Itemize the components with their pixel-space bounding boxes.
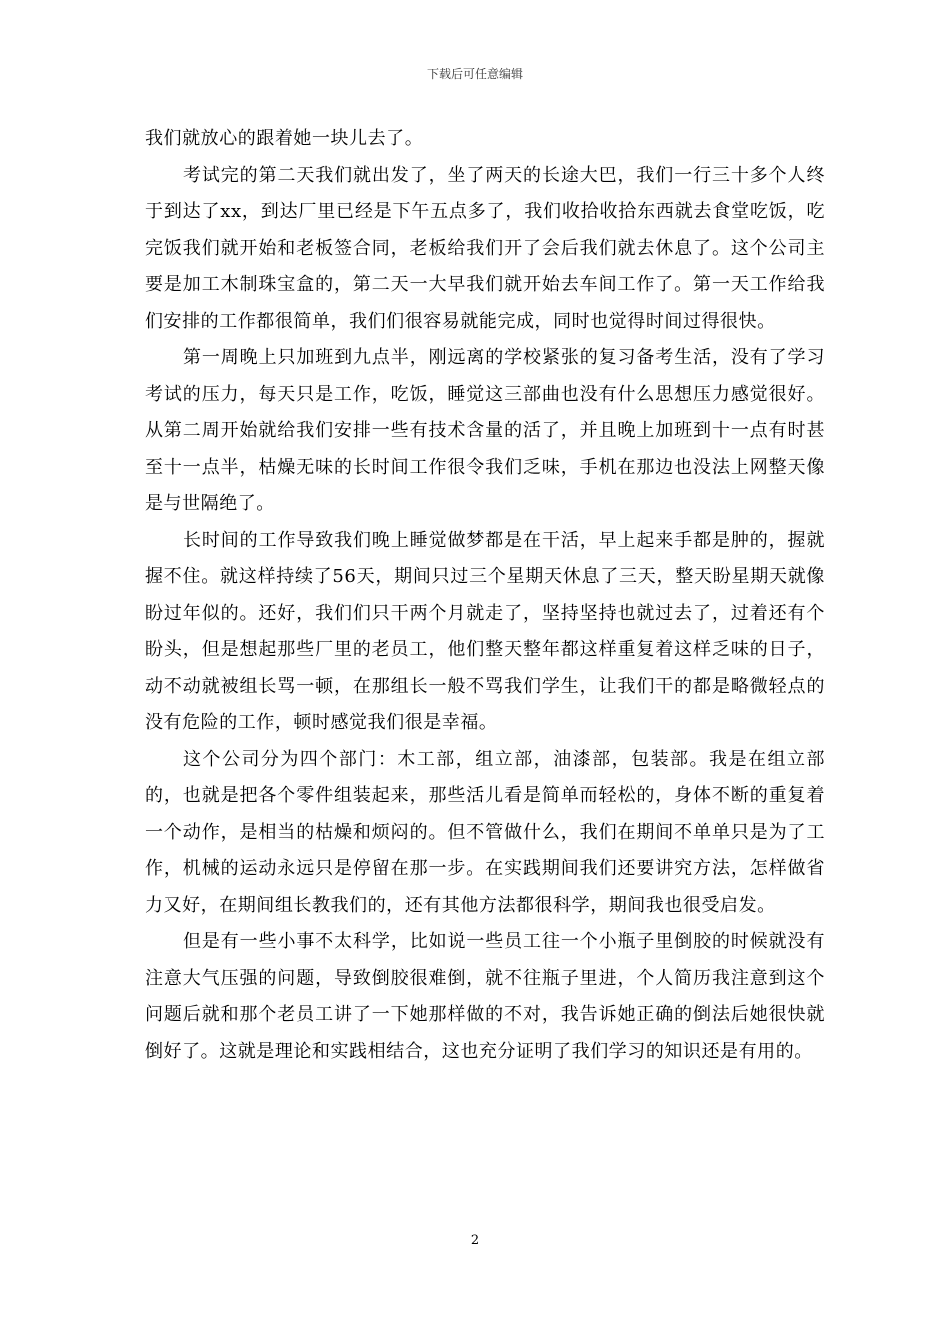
page-number: 2 [470,1233,480,1248]
paragraph-6: 但是有一些小事不太科学，比如说一些员工往一个小瓶子里倒胶的时候就没有注意大气压强的问题，导致倒胶很难倒，就不往瓶子里进，个人简历我注意到这个问题后就和那个老员工讲了一下她那样做的不对，我告诉她正确的倒法后她很快就倒好了。这就是理论和实践相结合，这也充分证明了我们学习的知识还是有用的。 [145,931,825,1062]
page-header: 下载后可任意编辑 [426,67,523,81]
paragraph-4: 长时间的工作导致我们晚上睡觉做梦都是在干活，早上起来手都是肿的，握就握不住。就这样持续了56天，期间只过三个星期天休息了三天，整天盼星期天就像盼过年似的。还好，我们们只干两个月就走了，坚持坚持也就过去了，过着还有个盼头，但是想起那些厂里的老员工，他们整天整年都这样重复着这样乏味的日子，动不动就被组长骂一顿，在那组长一般不骂我们学生，让我们干的都是略微轻点的没有危险的工作，顿时感觉我们很是幸福。 [145,529,825,733]
paragraph-5: 这个公司分为四个部门：木工部，组立部，油漆部，包装部。我是在组立部的，也就是把各个零件组装起来，那些活儿看是简单而轻松的，身体不断的重复着一个动作，是相当的枯燥和烦闷的。但不管做什么，我们在期间不单单只是为了工作，机械的运动永远只是停留在那一步。在实践期间我们还要讲究方法，怎样做省力又好，在期间组长教我们的，还有其他方法都很科学，期间我也很受启发。 [145,748,825,916]
paragraph-1: 我们就放心的跟着她一块儿去了。 [145,128,424,149]
paragraph-3: 第一周晚上只加班到九点半，刚远离的学校紧张的复习备考生活，没有了学习考试的压力，每天只是工作，吃饭，睡觉这三部曲也没有什么思想压力感觉很好。从第二周开始就给我们安排一些有技术含量的活了，并且晚上加班到十一点有时甚至十一点半，枯燥无味的长时间工作很令我们乏味，手机在那边也没法上网整天像是与世隔绝了。 [145,347,825,514]
document-body [145,121,825,1070]
paragraph-2: 考试完的第二天我们就出发了，坐了两天的长途大巴，我们一行三十多个人终于到达了xx，到达厂里已经是下午五点多了，我们收拾收拾东西就去食堂吃饭，吃完饭我们就开始和老板签合同，老板给我们开了会后我们就去休息了。这个公司主要是加工木制珠宝盒的，第二天一大早我们就开始去车间工作了。第一天工作给我们安排的工作都很简单，我们们很容易就能完成，同时也觉得时间过得很快。 [145,164,825,332]
